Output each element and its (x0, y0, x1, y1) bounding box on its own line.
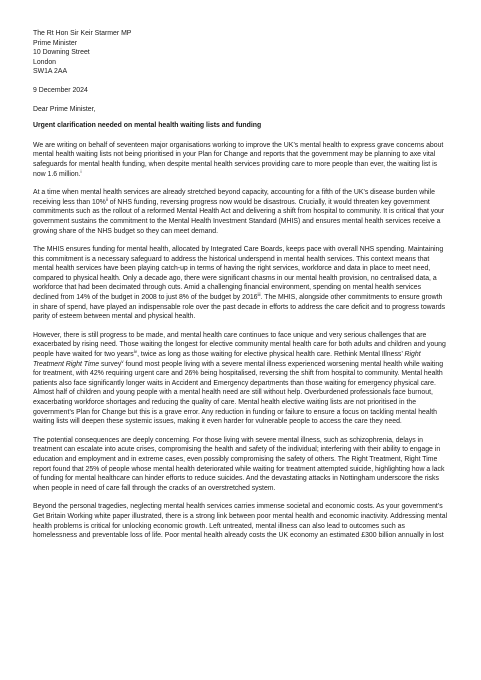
footnote-ref-ii: ii (105, 196, 108, 202)
recipient-city: London (33, 58, 56, 66)
recipient-street: 10 Downing Street (33, 49, 90, 57)
recipient-postcode: SW1A 2AA (33, 68, 68, 76)
paragraph-3-text-b: . The MHIS, alongside other commitments to ensure growth in share of spend, have played an indispensable role over the past decade in efforts to address the care deficit and to progress towards parity of esteem between mental and physical health. (33, 294, 446, 321)
paragraph-1 (33, 141, 448, 179)
salutation: Dear Prime Minister, (33, 105, 96, 113)
footnote-ref-v: v (121, 358, 124, 364)
paragraph-3-text-a: The MHIS ensures funding for mental health, allocated by Integrated Care Boards, keeps pace with overall NHS spending. Maintaining this commitment is a necessary safeguard to address the historical underspend in mental health services. This context means that mental health services have been playing catch-up in terms of having the right services, workforce and data in place to meet need, compared to physical health. Only a decade ago, there were significant chasms in our mental health provision, no centralised data, a workforce that had been decimated through cuts. Amid a challenging financial environment, spending on mental health services declined from 14% of the budget in 2008 to just 8% of the budget by 2016 (33, 246, 444, 302)
footnote-ref-iv: iv (133, 349, 138, 355)
paragraph-2 (33, 188, 448, 236)
paragraph-4-text-d: found most people living with a severe mental illness experienced worsening mental health while waiting for treatment, with 42% requiring urgent care and 26% being hospitalised, reversing the shift from hospital to community. Mental health patients also face significantly longer waits in Accident and Emergency departments than those waiting for emergency physical care. Almost half of children and young people with a mental health need are still without help. Overburdened professionals face burnout, exacerbating workforce shortages and reducing the quality of care. Mental health elective waiting lists are not prioritised in the government’s Plan for Change but this is a grave error. Any reduction in funding or failure to ensure a focus on tackling mental health waiting lists will deepen these systemic issues, making it even harder for vulnerable people to access the care they need. (33, 360, 444, 426)
paragraph-4-text-b: , twice as long as those waiting for elective physical health care. Rethink Mental Illness’ (137, 351, 405, 359)
footnote-ref-i: i (80, 168, 82, 174)
letter-date: 9 December 2024 (33, 86, 88, 94)
subject-heading: Urgent clarification needed on mental health waiting lists and funding (33, 122, 262, 130)
paragraph-1-text: We are writing on behalf of seventeen major organisations working to improve the UK’s mental health to express grave concerns about mental health waiting lists not being prioritised in your Plan for Change and reports that the government may be planning to axe vital safeguards for mental health funding, when despite mental health services providing care to more people than ever, the waiting list is now 1.6 million. (33, 141, 444, 178)
paragraph-2-text-b: of NHS funding, reversing progress now would be disastrous. Crucially, it would threaten key government commitments such as the rollout of a reformed Mental Health Act and delivering a shift from hospital to community. It is critical that your government sustains the commitment to the Mental Health Investment Standard (MHIS) and ensures mental health services receive a growing share of the NHS budget so they can meet demand. (33, 198, 445, 235)
recipient-name: The Rt Hon Sir Keir Starmer MP (33, 30, 132, 37)
report-title: Right Treatment Right Time (33, 351, 421, 368)
paragraph-6: Beyond the personal tragedies, neglecting mental health services carries immense societal and economic costs. As your government’s Get Britain Working white paper illustrated, there is a strong link between poor mental health and economic inactivity. Addressing mental health problems is critical for unlocking economic growth. Left untreated, mental illness can also lead to outcomes such as homelessness and preventable loss of life. Poor mental health already costs the UK economy an estimated £300 billion annually in lost (33, 503, 448, 540)
paragraph-2-text-a: At a time when mental health services are already stretched beyond capacity, accounting for a fifth of the UK’s disease burden while receiving less than 10% (33, 189, 435, 206)
paragraph-4-text-a: However, there is still progress to be made, and mental health care continues to face unique and very serious challenges that are exacerbated by rising need. Those waiting the longest for elective community mental health care for both adults and children and young people have waited for two years (33, 331, 446, 359)
footnote-ref-iii: iii (257, 292, 261, 298)
recipient-address (33, 29, 448, 77)
recipient-title: Prime Minister (33, 39, 78, 47)
paragraph-4-text-c: survey (99, 360, 122, 368)
paragraph-3 (33, 245, 448, 322)
paragraph-4 (33, 331, 448, 427)
paragraph-5: The potential consequences are deeply concerning. For those living with severe mental illness, such as schizophrenia, delays in treatment can escalate into acute crises, compromising the health and safety of the individual; interfering with their ability to engage in education and employment and in extreme cases, even possibly compromising the safety of others. The Right Treatment, Right Time report found that 25% of people whose mental health deteriorated while waiting for treatment attempted suicide, highlighting how a lack of funding for mental healthcare can hinder efforts to reduce suicides. And the devastating attacks in Nottingham underscore the risks when people in need of care fall through the cracks of an overstretched system. (33, 436, 445, 492)
